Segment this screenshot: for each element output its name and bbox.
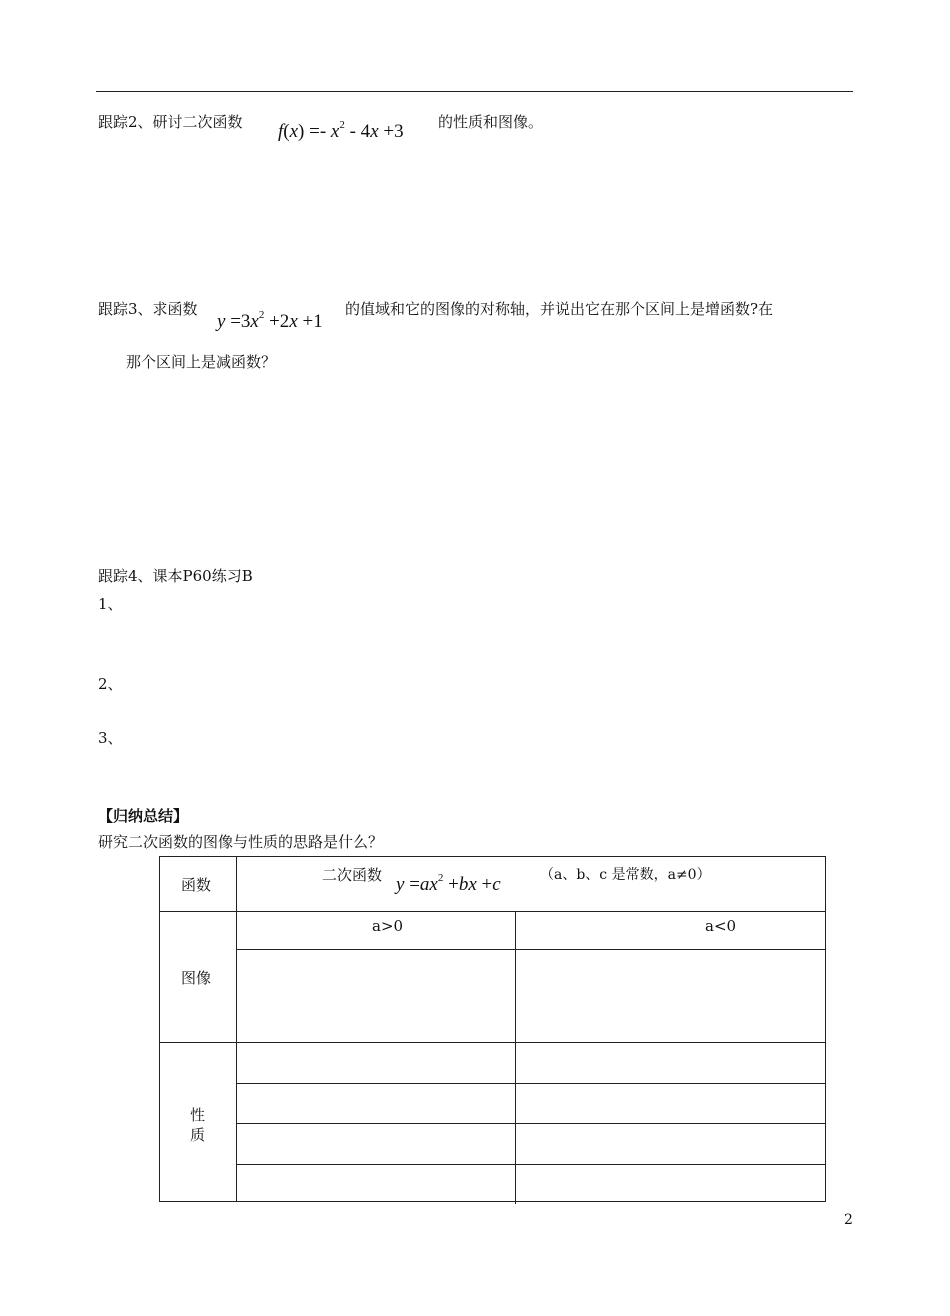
summary-question: 研究二次函数的图像与性质的思路是什么？ [98,833,384,851]
track4-title: 跟踪4、课本P60练习B [98,567,253,585]
exercise-item-1: 1、 [98,595,123,613]
table-a-positive: a>0 [372,917,404,935]
table-func-prefix: 二次函数 [322,866,383,884]
summary-table [159,856,826,1202]
table-row-property-1: 性 [190,1106,206,1124]
table-header-function: 函数 [181,876,212,894]
track3-formula: $y =3x^2 +2x +1$ [217,309,323,332]
summary-heading: 【归纳总结】 [98,807,189,825]
track2-suffix: 的性质和图像。 [438,113,544,131]
track3-prefix: 跟踪3、求函数 [98,300,198,318]
table-func-formula: $y =ax^2 +bx +c$ [396,872,501,895]
track3-line2: 那个区间上是减函数？ [126,353,277,371]
header-rule [96,91,853,92]
exercise-item-3: 3、 [98,729,123,747]
page-number: 2 [844,1212,853,1228]
exercise-item-2: 2、 [98,675,123,693]
track3-suffix: 的值域和它的图像的对称轴，并说出它在那个区间上是增函数?在 [345,300,774,318]
table-row-image: 图像 [181,969,212,987]
track2-formula: $f(x) =- x^2 - 4x +3$ [278,119,404,142]
table-a-negative: a<0 [705,917,737,935]
track2-prefix: 跟踪2、研讨二次函数 [98,113,243,131]
table-row-property-2: 质 [190,1126,206,1144]
table-func-note: （a、b、c 是常数，a≠0） [540,867,711,883]
